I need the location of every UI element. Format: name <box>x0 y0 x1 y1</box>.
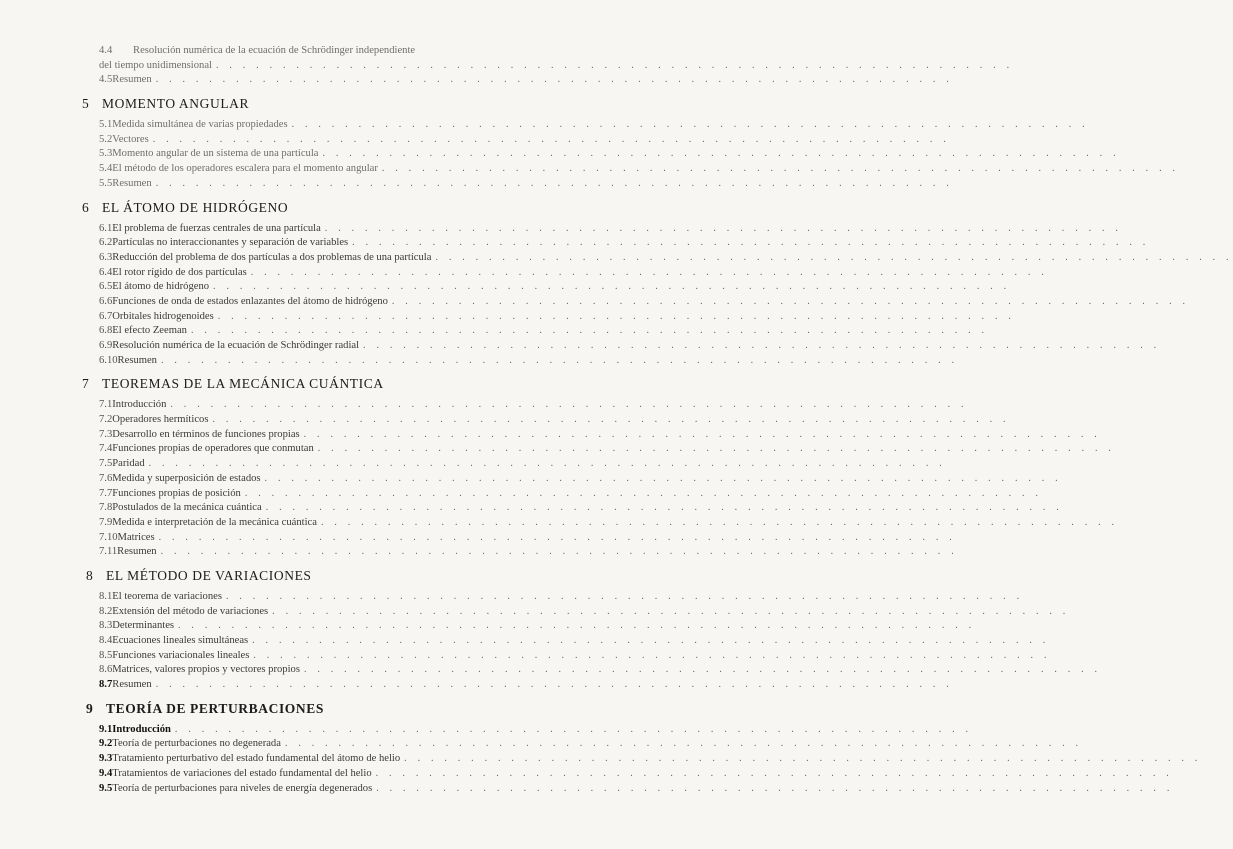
section-title: El efecto Zeeman <box>112 325 187 337</box>
section-number: 6.5 <box>99 281 113 293</box>
section-title: Medida e interpretación de la mecánica cuántica <box>112 516 317 528</box>
leader-dots: . . . . . . . . . . . . . . . . . . . . . . . . . . . . . . . . . . . . . . . . . . . . . . . . . . . . . . . . . . . . <box>152 133 951 145</box>
section-number: 8.1 <box>99 590 113 602</box>
chapter-title: TEOREMAS DE LA MECÁNICA CUÁNTICA <box>102 376 384 392</box>
toc-entry <box>0 222 1123 237</box>
chapter-number: 6 <box>82 199 90 215</box>
leader-dots: . . . . . . . . . . . . . . . . . . . . . . . . . . . . . . . . . . . . . . . . . . . . . . . . . . . . . . . . . . . . <box>217 310 1016 322</box>
section-number: 7.1 <box>99 399 113 411</box>
toc-entry <box>0 177 953 192</box>
section-number: 8.5 <box>99 649 113 661</box>
toc-entry <box>0 472 1062 487</box>
toc-entry <box>0 619 976 634</box>
leader-dots: . . . . . . . . . . . . . . . . . . . . . . . . . . . . . . . . . . . . . . . . . . . . . . . . . . . . . . . . . . . . <box>155 177 953 189</box>
section-title: El rotor rígido de dos partículas <box>112 266 247 278</box>
section-title: El átomo de hidrógeno <box>112 281 210 293</box>
chapter-number: 7 <box>82 376 90 392</box>
leader-dots: . . . . . . . . . . . . . . . . . . . . . . . . . . . . . . . . . . . . . . . . . . . . . . . . . . . . . . . . . . . . <box>178 620 976 632</box>
toc-entry <box>0 133 951 148</box>
toc-entry <box>0 605 1070 620</box>
leader-dots: . . . . . . . . . . . . . . . . . . . . . . . . . . . . . . . . . . . . . . . . . . . . . . . . . . . . . . . . . . . . <box>376 782 1174 794</box>
section-number: 7.6 <box>99 472 113 484</box>
toc-entry <box>0 44 600 59</box>
section-number: 6.7 <box>99 310 113 322</box>
section-title: Reducción del problema de dos partículas a dos problemas de una partícula <box>112 251 432 263</box>
leader-dots: . . . . . . . . . . . . . . . . . . . . . . . . . . . . . . . . . . . . . . . . . . . . . . . . . . . . . . . . . . . . <box>381 163 1180 175</box>
leader-dots: . . . . . . . . . . . . . . . . . . . . . . . . . . . . . . . . . . . . . . . . . . . . . . . . . . . . . . . . . . . . <box>148 458 946 470</box>
leader-dots: . . . . . . . . . . . . . . . . . . . . . . . . . . . . . . . . . . . . . . . . . . . . . . . . . . . . . . . . . . . . <box>303 664 1102 676</box>
section-title: Postulados de la mecánica cuántica <box>112 502 262 514</box>
section-title: Funciones de onda de estados enlazantes del átomo de hidrógeno <box>112 295 388 307</box>
toc-entry <box>0 678 953 693</box>
section-number: 6.6 <box>99 295 113 307</box>
section-number: 5.2 <box>99 133 113 145</box>
leader-dots: . . . . . . . . . . . . . . . . . . . . . . . . . . . . . . . . . . . . . . . . . . . . . . . . . . . . . . . . . . . . <box>265 502 1063 514</box>
chapter-heading <box>0 376 600 396</box>
leader-dots: . . . . . . . . . . . . . . . . . . . . . . . . . . . . . . . . . . . . . . . . . . . . . . . . . . . . . . . . . . . . <box>170 399 968 411</box>
toc-entry <box>0 59 1014 74</box>
section-title: Introducción <box>112 723 171 735</box>
leader-dots: . . . . . . . . . . . . . . . . . . . . . . . . . . . . . . . . . . . . . . . . . . . . . . . . . . . . . . . . . . . . <box>272 605 1070 617</box>
section-number: 4.4 <box>99 45 113 56</box>
leader-dots: . . . . . . . . . . . . . . . . . . . . . . . . . . . . . . . . . . . . . . . . . . . . . . . . . . . . . . . . . . . . <box>252 635 1050 646</box>
toc-entry <box>0 767 1173 782</box>
section-title: Momento angular de un sistema de una partícula <box>112 148 319 160</box>
leader-dots: . . . . . . . . . . . . . . . . . . . . . . . . . . . . . . . . . . . . . . . . . . . . . . . . . . . . . . . . . . . . <box>324 222 1123 234</box>
section-title: Tratamientos de variaciones del estado fundamental del helio <box>112 767 372 779</box>
chapter-title: TEORÍA DE PERTURBACIONES <box>106 700 324 716</box>
toc-entry <box>0 723 973 738</box>
chapter-title: EL MÉTODO DE VARIACIONES <box>106 567 312 583</box>
section-number: 5.1 <box>99 119 113 131</box>
leader-dots: . . . . . . . . . . . . . . . . . . . . . . . . . . . . . . . . . . . . . . . . . . . . . . . . . . . . . . . . . . . . <box>363 340 1161 351</box>
chapter-heading <box>0 701 600 721</box>
section-title: Resumen <box>112 177 152 189</box>
leader-dots: . . . . . . . . . . . . . . . . . . . . . . . . . . . . . . . . . . . . . . . . . . . . . . . . . . . . . . . . . . . . <box>375 767 1173 779</box>
leader-dots: . . . . . . . . . . . . . . . . . . . . . . . . . . . . . . . . . . . . . . . . . . . . . . . . . . . . . . . . . . . . <box>250 266 1049 278</box>
toc-entry <box>0 147 1120 162</box>
section-title: Ecuaciones lineales simultáneas <box>112 635 249 646</box>
section-title: Funciones variacionales lineales <box>112 649 250 661</box>
section-number: 6.10 <box>99 354 118 366</box>
toc-entry <box>0 236 1150 251</box>
toc-entry <box>0 295 1190 310</box>
leader-dots: . . . . . . . . . . . . . . . . . . . . . . . . . . . . . . . . . . . . . . . . . . . . . . . . . . . . . . . . . . . . <box>155 679 953 691</box>
toc-entry <box>0 413 1010 428</box>
leader-dots: . . . . . . . . . . . . . . . . . . . . . . . . . . . . . . . . . . . . . . . . . . . . . . . . . . . . . . . . . . . . <box>244 487 1043 499</box>
section-title: Funciones propias de posición <box>112 487 241 499</box>
leader-dots: . . . . . . . . . . . . . . . . . . . . . . . . . . . . . . . . . . . . . . . . . . . . . . . . . . . . . . . . . . . . <box>212 414 1010 426</box>
leader-dots: . . . . . . . . . . . . . . . . . . . . . . . . . . . . . . . . . . . . . . . . . . . . . . . . . . . . . . . . . . . . <box>317 443 1116 455</box>
leader-dots: . . . . . . . . . . . . . . . . . . . . . . . . . . . . . . . . . . . . . . . . . . . . . . . . . . . . . . . . . . . . <box>213 281 1011 293</box>
section-number: 9.1 <box>99 723 113 735</box>
section-title: Teoría de perturbaciones para niveles de energía degenerados <box>112 782 373 794</box>
section-title: Medida simultánea de varias propiedades <box>112 119 288 131</box>
toc-entry <box>0 354 959 369</box>
leader-dots: . . . . . . . . . . . . . . . . . . . . . . . . . . . . . . . . . . . . . . . . . . . . . . . . . . . . . . . . . . . . <box>264 472 1062 484</box>
section-number: 8.7 <box>99 679 113 691</box>
table-of-contents <box>0 44 1233 796</box>
chapter-heading <box>0 96 600 116</box>
leader-dots: . . . . . . . . . . . . . . . . . . . . . . . . . . . . . . . . . . . . . . . . . . . . . . . . . . . . . . . . . . . . <box>320 516 1119 528</box>
chapter-heading <box>0 568 600 588</box>
section-title: El teorema de variaciones <box>112 590 222 602</box>
section-number: 4.5 <box>99 74 113 86</box>
section-title: Vectores <box>112 133 149 145</box>
section-title: El problema de fuerzas centrales de una partícula <box>112 222 321 234</box>
toc-entry <box>0 487 1043 502</box>
leader-dots: . . . . . . . . . . . . . . . . . . . . . . . . . . . . . . . . . . . . . . . . . . . . . . . . . . . . . . . . . . . . <box>174 723 973 735</box>
chapter-number: 5 <box>82 96 90 112</box>
leader-dots: . . . . . . . . . . . . . . . . . . . . . . . . . . . . . . . . . . . . . . . . . . . . . . . . . . . . . . . . . . . . <box>435 251 1233 263</box>
section-number: 6.8 <box>99 325 113 337</box>
section-number: 7.10 <box>99 531 118 543</box>
section-number: 7.9 <box>99 516 113 528</box>
leader-dots: . . . . . . . . . . . . . . . . . . . . . . . . . . . . . . . . . . . . . . . . . . . . . . . . . . . . . . . . . . . . <box>284 738 1083 750</box>
toc-entry <box>0 649 1051 664</box>
toc-entry <box>0 737 1083 752</box>
section-number: 7.8 <box>99 502 113 514</box>
section-title: Medida y superposición de estados <box>112 472 261 484</box>
section-title: Orbitales hidrogenoides <box>112 310 214 322</box>
section-title: Partículas no interaccionantes y separación de variables <box>112 237 349 249</box>
section-number: 6.3 <box>99 251 113 263</box>
section-title: Resumen <box>117 546 157 558</box>
section-number: 7.11 <box>99 546 118 558</box>
chapter-title: MOMENTO ANGULAR <box>102 96 250 112</box>
section-number: 8.2 <box>99 605 113 617</box>
leader-dots: . . . . . . . . . . . . . . . . . . . . . . . . . . . . . . . . . . . . . . . . . . . . . . . . . . . . . . . . . . . . <box>160 354 959 366</box>
toc-entry <box>0 266 1049 281</box>
section-title: Introducción <box>112 399 167 411</box>
leader-dots: . . . . . . . . . . . . . . . . . . . . . . . . . . . . . . . . . . . . . . . . . . . . . . . . . . . . . . . . . . . . <box>190 325 989 337</box>
leader-dots: . . . . . . . . . . . . . . . . . . . . . . . . . . . . . . . . . . . . . . . . . . . . . . . . . . . . . . . . . . . . <box>303 428 1101 440</box>
leader-dots: . . . . . . . . . . . . . . . . . . . . . . . . . . . . . . . . . . . . . . . . . . . . . . . . . . . . . . . . . . . . <box>291 119 1089 131</box>
section-number: 7.5 <box>99 458 113 470</box>
leader-dots: . . . . . . . . . . . . . . . . . . . . . . . . . . . . . . . . . . . . . . . . . . . . . . . . . . . . . . . . . . . . <box>155 74 953 86</box>
section-number: 5.3 <box>99 148 113 160</box>
section-title: Operadores hermíticos <box>112 414 209 426</box>
toc-entry <box>0 545 958 560</box>
toc-entry <box>0 752 1202 767</box>
section-title: Resolución numérica de la ecuación de Schrödinger independiente <box>133 45 416 56</box>
section-title: Resumen <box>112 679 152 691</box>
section-title: del tiempo unidimensional <box>99 59 212 71</box>
section-number: 8.3 <box>99 620 113 632</box>
leader-dots: . . . . . . . . . . . . . . . . . . . . . . . . . . . . . . . . . . . . . . . . . . . . . . . . . . . . . . . . . . . . <box>322 148 1120 160</box>
section-number: 7.4 <box>99 443 113 455</box>
leader-dots: . . . . . . . . . . . . . . . . . . . . . . . . . . . . . . . . . . . . . . . . . . . . . . . . . . . . . . . . . . . . <box>225 590 1024 602</box>
leader-dots: . . . . . . . . . . . . . . . . . . . . . . . . . . . . . . . . . . . . . . . . . . . . . . . . . . . . . . . . . . . . <box>160 546 958 558</box>
section-number: 9.5 <box>99 782 113 794</box>
toc-entry <box>0 590 1024 605</box>
section-number: 5.4 <box>99 163 113 175</box>
toc-entry <box>0 251 1233 266</box>
leader-dots: . . . . . . . . . . . . . . . . . . . . . . . . . . . . . . . . . . . . . . . . . . . . . . . . . . . . . . . . . . . . <box>404 753 1202 765</box>
section-number: 7.7 <box>99 487 113 499</box>
leader-dots: . . . . . . . . . . . . . . . . . . . . . . . . . . . . . . . . . . . . . . . . . . . . . . . . . . . . . . . . . . . . <box>391 295 1190 307</box>
section-number: 9.4 <box>99 767 113 779</box>
chapter-heading <box>0 200 600 220</box>
section-number: 5.5 <box>99 177 113 189</box>
toc-entry <box>0 531 956 546</box>
section-number: 9.3 <box>99 753 113 765</box>
section-title: Resolución numérica de la ecuación de Schrödinger radial <box>112 340 360 351</box>
toc-entry <box>0 162 1180 177</box>
section-number: 8.6 <box>99 664 113 676</box>
toc-entry <box>0 516 1119 531</box>
section-title: Funciones propias de operadores que conmutan <box>112 443 314 455</box>
toc-entry <box>0 442 1116 457</box>
section-title: Extensión del método de variaciones <box>112 605 269 617</box>
section-title: Determinantes <box>112 620 175 632</box>
toc-entry <box>0 398 968 413</box>
leader-dots: . . . . . . . . . . . . . . . . . . . . . . . . . . . . . . . . . . . . . . . . . . . . . . . . . . . . . . . . . . . . <box>215 59 1014 71</box>
section-number: 6.1 <box>99 222 113 234</box>
toc-entry <box>0 324 989 339</box>
chapter-number: 8 <box>86 567 94 583</box>
section-number: 7.2 <box>99 414 113 426</box>
section-title: Teoría de perturbaciones no degenerada <box>112 738 281 750</box>
section-title: Resumen <box>112 74 152 86</box>
section-title: Resumen <box>117 354 157 366</box>
section-title: Paridad <box>112 458 145 470</box>
toc-entry <box>0 663 1102 678</box>
section-number: 9.2 <box>99 738 113 750</box>
section-number: 6.4 <box>99 266 113 278</box>
section-number: 8.4 <box>99 635 113 646</box>
leader-dots: . . . . . . . . . . . . . . . . . . . . . . . . . . . . . . . . . . . . . . . . . . . . . . . . . . . . . . . . . . . . <box>158 531 956 543</box>
section-number: 7.3 <box>99 428 113 440</box>
toc-entry <box>0 634 1050 649</box>
toc-entry <box>0 73 953 88</box>
section-title: Desarrollo en términos de funciones propias <box>112 428 300 440</box>
section-title: Tratamiento perturbativo del estado fundamental del átomo de helio <box>112 753 401 765</box>
leader-dots: . . . . . . . . . . . . . . . . . . . . . . . . . . . . . . . . . . . . . . . . . . . . . . . . . . . . . . . . . . . . <box>352 237 1150 249</box>
section-title: El método de los operadores escalera para el momento angular <box>112 163 378 175</box>
section-number: 6.9 <box>99 340 113 351</box>
toc-entry <box>0 339 1161 354</box>
toc-entry <box>0 118 1089 133</box>
section-title: Matrices, valores propios y vectores propios <box>112 664 300 676</box>
toc-entry <box>0 280 1011 295</box>
toc-entry <box>0 428 1101 443</box>
toc-entry <box>0 310 1016 325</box>
leader-dots: . . . . . . . . . . . . . . . . . . . . . . . . . . . . . . . . . . . . . . . . . . . . . . . . . . . . . . . . . . . . <box>253 649 1051 661</box>
section-title: Matrices <box>117 531 155 543</box>
chapter-title: EL ÁTOMO DE HIDRÓGENO <box>102 199 289 215</box>
chapter-number: 9 <box>86 700 94 716</box>
toc-entry <box>0 782 1174 797</box>
section-number: 6.2 <box>99 237 113 249</box>
toc-entry <box>0 457 946 472</box>
toc-entry <box>0 501 1063 516</box>
